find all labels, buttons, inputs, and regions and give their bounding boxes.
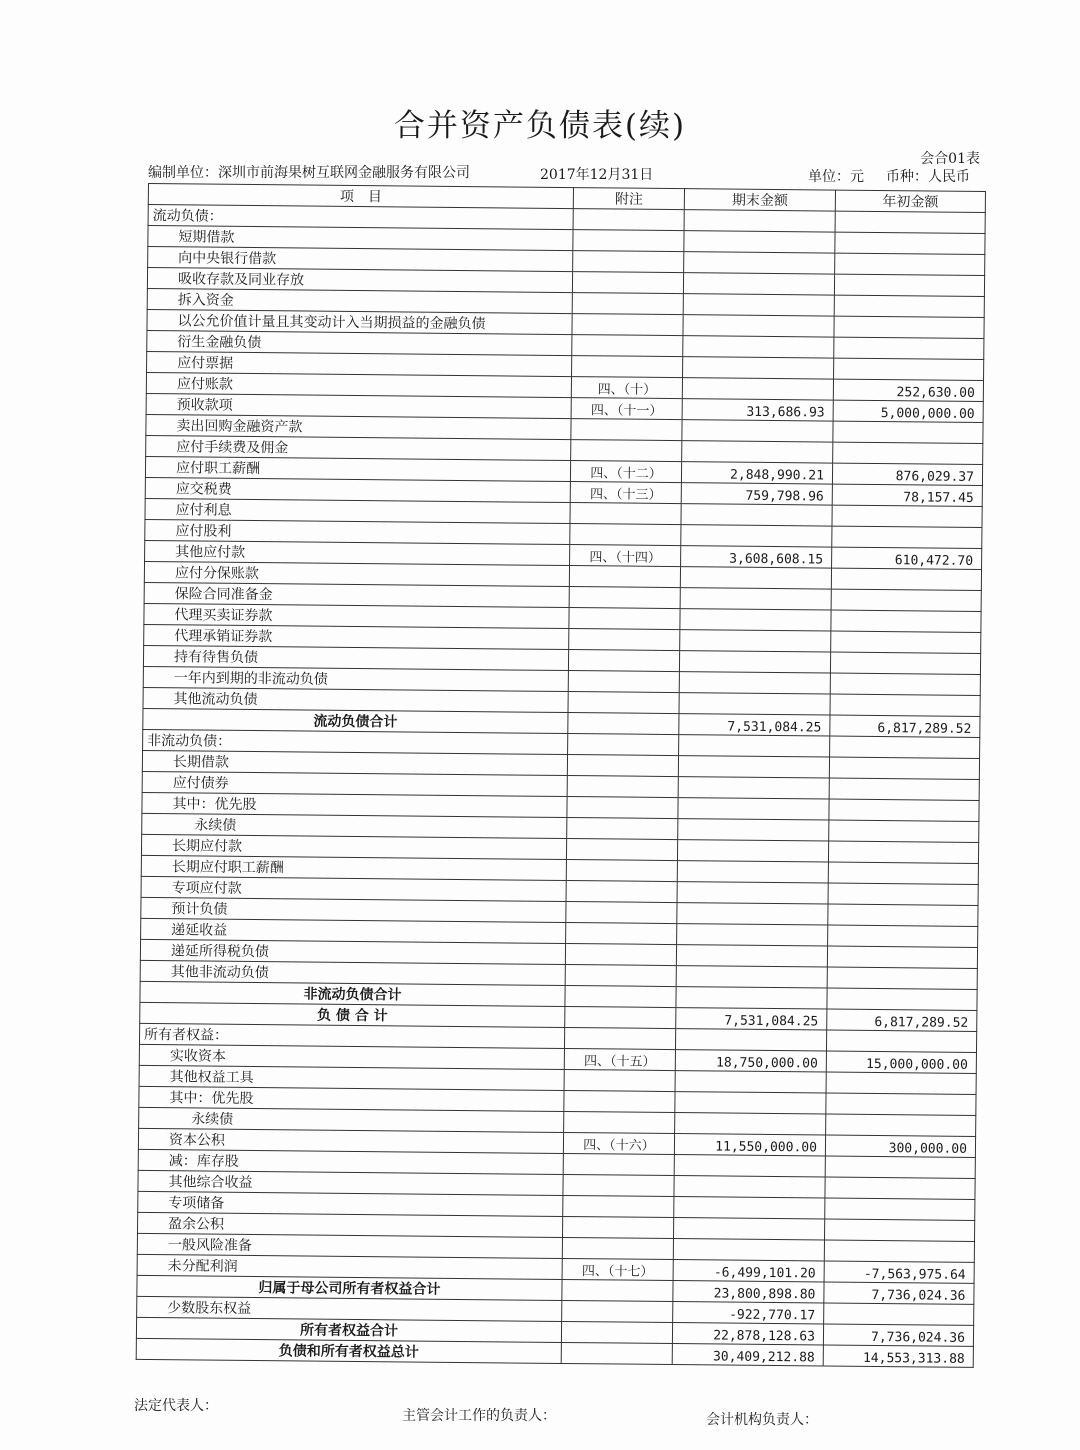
row-item: 以公允价值计量且其变动计入当期损益的金融负债 [147, 309, 572, 334]
accounting-head-label: 主管会计工作的负责人： [402, 1408, 556, 1424]
row-item: 永续债 [139, 1107, 564, 1132]
row-end-amount [676, 966, 827, 988]
row-end-amount [680, 588, 831, 610]
row-begin-amount [833, 421, 983, 443]
row-end-amount [674, 1155, 825, 1177]
row-end-amount [676, 987, 827, 1009]
row-note [573, 209, 684, 231]
row-begin-amount [824, 1303, 974, 1325]
row-note [567, 797, 678, 819]
row-end-amount [677, 903, 828, 925]
document-title: 合并资产负债表(续) [393, 108, 687, 144]
row-begin-amount [832, 526, 982, 548]
row-note: 四、（十七） [562, 1258, 673, 1280]
row-note: 四、（十三） [570, 482, 681, 504]
row-begin-amount [829, 820, 979, 842]
row-note [565, 1007, 676, 1029]
row-begin-amount [834, 295, 984, 317]
row-begin-amount: 7,736,024.36 [823, 1324, 973, 1346]
row-note [573, 230, 684, 252]
row-note: 四、（十） [571, 377, 682, 399]
row-end-amount [678, 756, 829, 778]
row-end-amount [679, 651, 830, 673]
row-end-amount: -6,499,101.20 [673, 1260, 824, 1282]
row-begin-amount [829, 778, 979, 800]
signature-row [134, 1395, 984, 1428]
row-item: 流动负债合计 [143, 708, 568, 733]
row-end-amount [683, 294, 834, 316]
row-end-amount: 759,798.96 [681, 483, 832, 505]
row-note [563, 1195, 674, 1217]
row-end-amount [682, 441, 833, 463]
row-begin-amount: 5,000,000.00 [833, 400, 983, 422]
row-note [562, 1216, 673, 1238]
row-note [570, 524, 681, 546]
row-note [572, 314, 683, 336]
row-item: 永续债 [142, 813, 567, 838]
row-note [569, 608, 680, 630]
row-item: 专项储备 [138, 1191, 563, 1216]
row-end-amount [679, 735, 830, 757]
row-item: 吸收存款及同业存放 [147, 267, 572, 292]
row-note [566, 923, 677, 945]
row-item: 应付职工薪酬 [145, 456, 570, 481]
balance-sheet-table [136, 183, 986, 1368]
row-item: 一年内到期的非流动负债 [143, 666, 568, 691]
row-begin-amount [825, 1177, 975, 1199]
row-note [561, 1321, 672, 1343]
row-begin-amount [824, 1219, 974, 1241]
row-item: 所有者权益合计 [136, 1317, 561, 1342]
row-begin-amount [834, 337, 984, 359]
row-item: 盈余公积 [137, 1212, 562, 1237]
row-begin-amount: 610,472.70 [832, 547, 982, 569]
row-begin-amount [826, 1072, 976, 1094]
row-note [571, 440, 682, 462]
row-item: 长期应付职工薪酬 [141, 855, 566, 880]
row-note [567, 818, 678, 840]
row-note: 四、（十一） [571, 398, 682, 420]
row-end-amount [675, 1029, 826, 1051]
row-item: 应付利息 [145, 498, 570, 523]
row-note [566, 860, 677, 882]
row-begin-amount [828, 925, 978, 947]
row-end-amount: 7,531,084.25 [679, 714, 830, 736]
row-item: 所有者权益： [139, 1023, 564, 1048]
row-begin-amount [826, 1093, 976, 1115]
row-item: 其他流动负债 [143, 687, 568, 712]
row-item: 非流动负债： [143, 729, 568, 754]
row-note: 四、（十二） [570, 461, 681, 483]
row-end-amount: 7,531,084.25 [676, 1008, 827, 1030]
row-end-amount [674, 1197, 825, 1219]
row-end-amount: -922,770.17 [673, 1302, 824, 1324]
row-note [562, 1300, 673, 1322]
header-begin-amount: 年初金额 [835, 190, 985, 212]
row-begin-amount [831, 610, 981, 632]
row-end-amount [683, 315, 834, 337]
row-begin-amount [834, 316, 984, 338]
row-begin-amount: 876,029.37 [832, 463, 982, 485]
row-note [565, 965, 676, 987]
row-end-amount: 11,550,000.00 [674, 1134, 825, 1156]
row-begin-amount [834, 358, 984, 380]
row-end-amount [678, 819, 829, 841]
row-end-amount: 30,409,212.88 [672, 1344, 823, 1366]
row-end-amount [680, 609, 831, 631]
row-end-amount [675, 1071, 826, 1093]
row-begin-amount: 78,157.45 [832, 484, 982, 506]
table-body [136, 205, 985, 1368]
row-item: 卖出回购金融资产款 [146, 414, 571, 439]
row-item: 减：库存股 [138, 1149, 563, 1174]
row-item: 预计负债 [141, 897, 566, 922]
row-begin-amount: 300,000.00 [825, 1135, 975, 1157]
row-begin-amount [830, 673, 980, 695]
row-item: 应付分保账款 [144, 561, 569, 586]
row-begin-amount: 15,000,000.00 [826, 1051, 976, 1073]
row-end-amount [673, 1239, 824, 1261]
row-note [563, 1153, 674, 1175]
row-item: 应付手续费及佣金 [146, 435, 571, 460]
row-begin-amount: 6,817,289.52 [827, 1009, 977, 1031]
row-end-amount: 3,608,608.15 [681, 546, 832, 568]
row-note: 四、（十四） [570, 545, 681, 567]
row-end-amount: 2,848,990.21 [681, 462, 832, 484]
row-item: 一般风险准备 [137, 1233, 562, 1258]
row-end-amount [673, 1218, 824, 1240]
row-item: 向中央银行借款 [148, 246, 573, 271]
row-note [569, 629, 680, 651]
row-end-amount [675, 1092, 826, 1114]
row-end-amount: 18,750,000.00 [675, 1050, 826, 1072]
row-note [572, 293, 683, 315]
row-end-amount [683, 336, 834, 358]
row-item: 归属于母公司所有者权益合计 [137, 1275, 562, 1300]
compiling-unit: 编制单位：深圳市前海果树互联网金融服务有限公司 [148, 165, 470, 181]
row-end-amount: 22,878,128.63 [672, 1323, 823, 1345]
row-item: 代理承销证券款 [144, 624, 569, 649]
row-end-amount [677, 840, 828, 862]
row-end-amount [676, 945, 827, 967]
row-begin-amount [824, 1240, 974, 1262]
row-item: 其他权益工具 [139, 1065, 564, 1090]
row-item: 其中：优先股 [142, 792, 567, 817]
row-item: 资本公积 [138, 1128, 563, 1153]
row-note [570, 503, 681, 525]
row-begin-amount: 6,817,289.52 [830, 715, 980, 737]
row-begin-amount [825, 1198, 975, 1220]
row-note [564, 1028, 675, 1050]
row-item: 应交税费 [145, 477, 570, 502]
row-note [572, 272, 683, 294]
row-item: 拆入资金 [147, 288, 572, 313]
currency-label: 币种：人民币 [886, 169, 970, 185]
row-end-amount [677, 882, 828, 904]
row-item: 少数股东权益 [137, 1296, 562, 1321]
row-end-amount [679, 693, 830, 715]
row-end-amount [683, 273, 834, 295]
row-note [567, 776, 678, 798]
row-end-amount [677, 861, 828, 883]
header-note: 附注 [573, 188, 684, 210]
row-begin-amount [835, 232, 985, 254]
row-begin-amount [829, 757, 979, 779]
row-note [565, 986, 676, 1008]
row-begin-amount [828, 862, 978, 884]
row-end-amount [678, 777, 829, 799]
header-meta [148, 162, 984, 185]
row-note [562, 1279, 673, 1301]
row-item: 应付债券 [142, 771, 567, 796]
row-item: 递延所得税负债 [140, 939, 565, 964]
row-note [573, 251, 684, 273]
row-item: 其他非流动负债 [140, 960, 565, 985]
row-note [566, 839, 677, 861]
row-note [562, 1237, 673, 1259]
report-date: 2017年12月31日 [540, 167, 654, 183]
row-note [566, 881, 677, 903]
row-note: 四、（十六） [563, 1132, 674, 1154]
row-begin-amount [826, 1030, 976, 1052]
row-note [568, 671, 679, 693]
row-end-amount [675, 1113, 826, 1135]
row-note [564, 1090, 675, 1112]
row-item: 流动负债： [148, 205, 573, 230]
row-note [564, 1069, 675, 1091]
row-item: 未分配利润 [137, 1254, 562, 1279]
row-item: 负 债 合 计 [140, 1002, 565, 1027]
row-begin-amount [831, 589, 981, 611]
row-item: 专项应付款 [141, 876, 566, 901]
unit-label: 单位：元 [808, 169, 864, 185]
row-end-amount [679, 672, 830, 694]
row-begin-amount [830, 694, 980, 716]
row-note [571, 419, 682, 441]
row-item: 负债和所有者权益总计 [136, 1338, 561, 1363]
row-note [564, 1111, 675, 1133]
row-item: 实收资本 [139, 1044, 564, 1069]
row-begin-amount [828, 883, 978, 905]
row-begin-amount [835, 253, 985, 275]
row-note [565, 944, 676, 966]
row-item: 长期借款 [142, 750, 567, 775]
row-item: 其中：优先股 [139, 1086, 564, 1111]
row-item: 其他应付款 [145, 540, 570, 565]
row-end-amount [681, 504, 832, 526]
row-note [567, 755, 678, 777]
row-item: 短期借款 [148, 226, 573, 251]
row-note [572, 356, 683, 378]
row-item: 其他综合收益 [138, 1170, 563, 1195]
row-end-amount [680, 567, 831, 589]
row-note [566, 902, 677, 924]
row-begin-amount [827, 988, 977, 1010]
form-number: 会合01表 [920, 151, 980, 167]
row-note [568, 650, 679, 672]
row-begin-amount [834, 274, 984, 296]
row-begin-amount [833, 442, 983, 464]
row-begin-amount [835, 211, 985, 233]
row-end-amount [682, 420, 833, 442]
row-end-amount: 23,800,898.80 [673, 1281, 824, 1303]
row-end-amount [682, 378, 833, 400]
row-begin-amount [828, 904, 978, 926]
row-begin-amount [828, 841, 978, 863]
row-end-amount [684, 210, 835, 232]
row-end-amount [683, 357, 834, 379]
row-begin-amount [832, 505, 982, 527]
row-begin-amount [826, 1114, 976, 1136]
row-begin-amount [827, 946, 977, 968]
row-note [568, 692, 679, 714]
header-end-amount: 期末金额 [684, 189, 835, 211]
row-end-amount [681, 525, 832, 547]
row-begin-amount [831, 568, 981, 590]
row-note [568, 734, 679, 756]
row-item: 应付票据 [147, 351, 572, 376]
row-end-amount [678, 798, 829, 820]
row-begin-amount [830, 736, 980, 758]
row-begin-amount [830, 652, 980, 674]
legal-representative-label: 法定代表人： [134, 1398, 218, 1414]
row-end-amount [684, 252, 835, 274]
row-begin-amount [825, 1156, 975, 1178]
row-note [561, 1342, 672, 1364]
row-item: 代理买卖证券款 [144, 603, 569, 628]
row-end-amount [680, 630, 831, 652]
row-item: 递延收益 [141, 918, 566, 943]
row-item: 衍生金融负债 [147, 330, 572, 355]
row-begin-amount [831, 631, 981, 653]
row-begin-amount [829, 799, 979, 821]
row-item: 长期应付款 [141, 834, 566, 859]
row-end-amount [674, 1176, 825, 1198]
row-end-amount: 313,686.93 [682, 399, 833, 421]
row-item: 非流动负债合计 [140, 981, 565, 1006]
row-begin-amount: 7,736,024.36 [824, 1282, 974, 1304]
row-begin-amount: 252,630.00 [833, 379, 983, 401]
row-note [569, 587, 680, 609]
row-note [568, 713, 679, 735]
row-note [569, 566, 680, 588]
row-end-amount [684, 231, 835, 253]
row-item: 预收款项 [146, 393, 571, 418]
row-item: 应付账款 [146, 372, 571, 397]
row-begin-amount: -7,563,975.64 [824, 1261, 974, 1283]
row-begin-amount: 14,553,313.88 [823, 1345, 973, 1367]
row-begin-amount [827, 967, 977, 989]
accounting-dept-head-label: 会计机构负责人： [706, 1412, 818, 1428]
row-note [572, 335, 683, 357]
row-item: 保险合同准备金 [144, 582, 569, 607]
row-item: 持有待售负债 [143, 645, 568, 670]
row-note: 四、（十五） [564, 1048, 675, 1070]
header-item: 项 目 [148, 184, 573, 209]
row-note [563, 1174, 674, 1196]
row-item: 应付股利 [145, 519, 570, 544]
row-end-amount [677, 924, 828, 946]
